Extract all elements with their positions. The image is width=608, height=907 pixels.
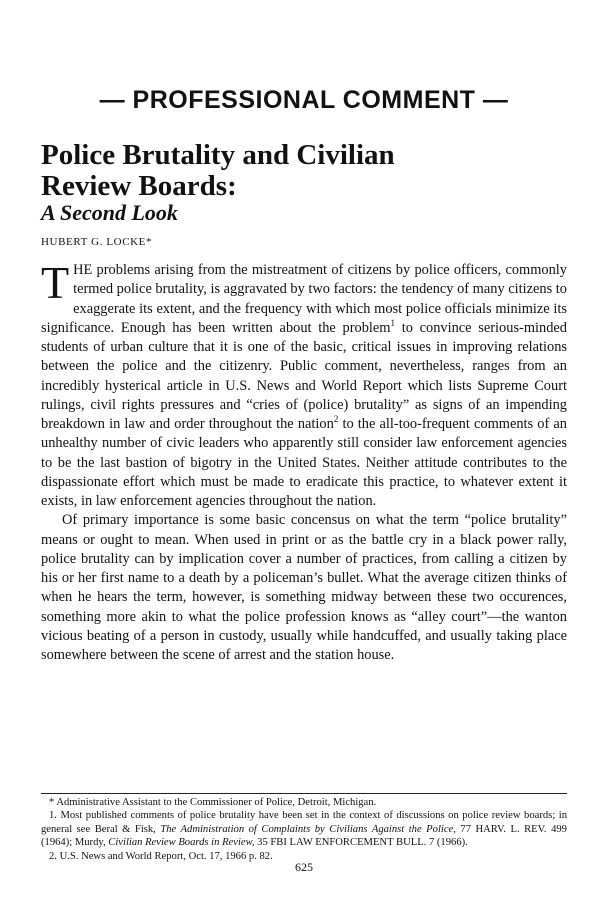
body-paragraph-1 <box>41 257 568 511</box>
footnote-2: 2. U.S. News and World Report, Oct. 17, 1966 p. 82. <box>49 850 273 862</box>
article-subtitle: A Second Look <box>41 200 178 225</box>
footnote-divider <box>41 793 567 794</box>
section-heading: — PROFESSIONAL COMMENT — <box>99 86 509 114</box>
paragraph-text: to the all-too-frequent comments of an unhealthy number of civic leaders who apparently still consider law enforcement agencies to be the last bastion of bigotry in the United States. Neither attitude contributes to the dispassionate effort which must be made to eradicate this practice, to whatever extent it exists, in law enforcement agencies throughout the nation. <box>41 416 568 509</box>
article-title-line-2: Review Boards: <box>41 170 237 202</box>
author-byline: HUBERT G. LOCKE* <box>41 236 153 248</box>
footnotes <box>41 796 567 863</box>
page-number: 625 <box>295 860 313 874</box>
paragraph-text: HE problems arising from the mistreatment of citizens by police officers, commonly termed police brutality, is aggravated by two factors: the tendency of many citizens to exaggerate its extent, and the frequency with which most police officials minimize its significance. Enough has been written about the problem <box>41 262 567 336</box>
footnote-reference-2: 2 <box>333 414 339 425</box>
footnote-1: 1. Most published comments of police brutality have been set in the context of discussions on police review boards; in general see Beral & Fisk, The Administration of Complaints by Civilians Against the Police, 77 HARV. L. REV. 499 (1964); Murdy, Civilian Review Boards in Review, 35 FBI LAW ENFORCEMENT BULL. 7 (1966). <box>41 810 567 849</box>
article-body <box>41 257 568 665</box>
footnote-reference-1: 1 <box>390 317 395 328</box>
body-paragraph-2: Of primary importance is some basic concensus on what the term “police brutality” means or ought to mean. When used in print or as the battle cry in a black power rally, police brutality can by implication cover a number of practices, from calling a citizen by his or her first name to a death by a policeman’s bullet. What the average citizen thinks of when he hears the term, however, is something midway between these two occurences, something more akin to what the police profession knows as “alley court”—the wanton vicious beating of a person in custody, usually while handcuffed, and usually taking place somewhere between the scene of arrest and the station house. <box>41 512 567 663</box>
cited-title: The Administration of Complaints by Civilians Against the Police, <box>160 823 456 835</box>
article-title-line-1: Police Brutality and Civilian <box>41 139 395 171</box>
drop-cap: T <box>41 257 70 308</box>
cited-title: Civilian Review Boards in Review, <box>108 837 255 849</box>
article-title <box>41 140 395 202</box>
paragraph-text: to convince serious-minded students of urban culture that it is one of the basic, critical issues in improving relations between the police and the citizenry. Public comment, nevertheless, ranges from an incredibly hysterical article in U.S. News and World Report which lists Supreme Court rulings, civil rights pressures and “cries of (police) brutality” as signs of an impending breakdown in law and order throughout the nation <box>41 319 567 432</box>
footnote-author: * Administrative Assistant to the Commissioner of Police, Detroit, Michigan. <box>49 797 377 808</box>
